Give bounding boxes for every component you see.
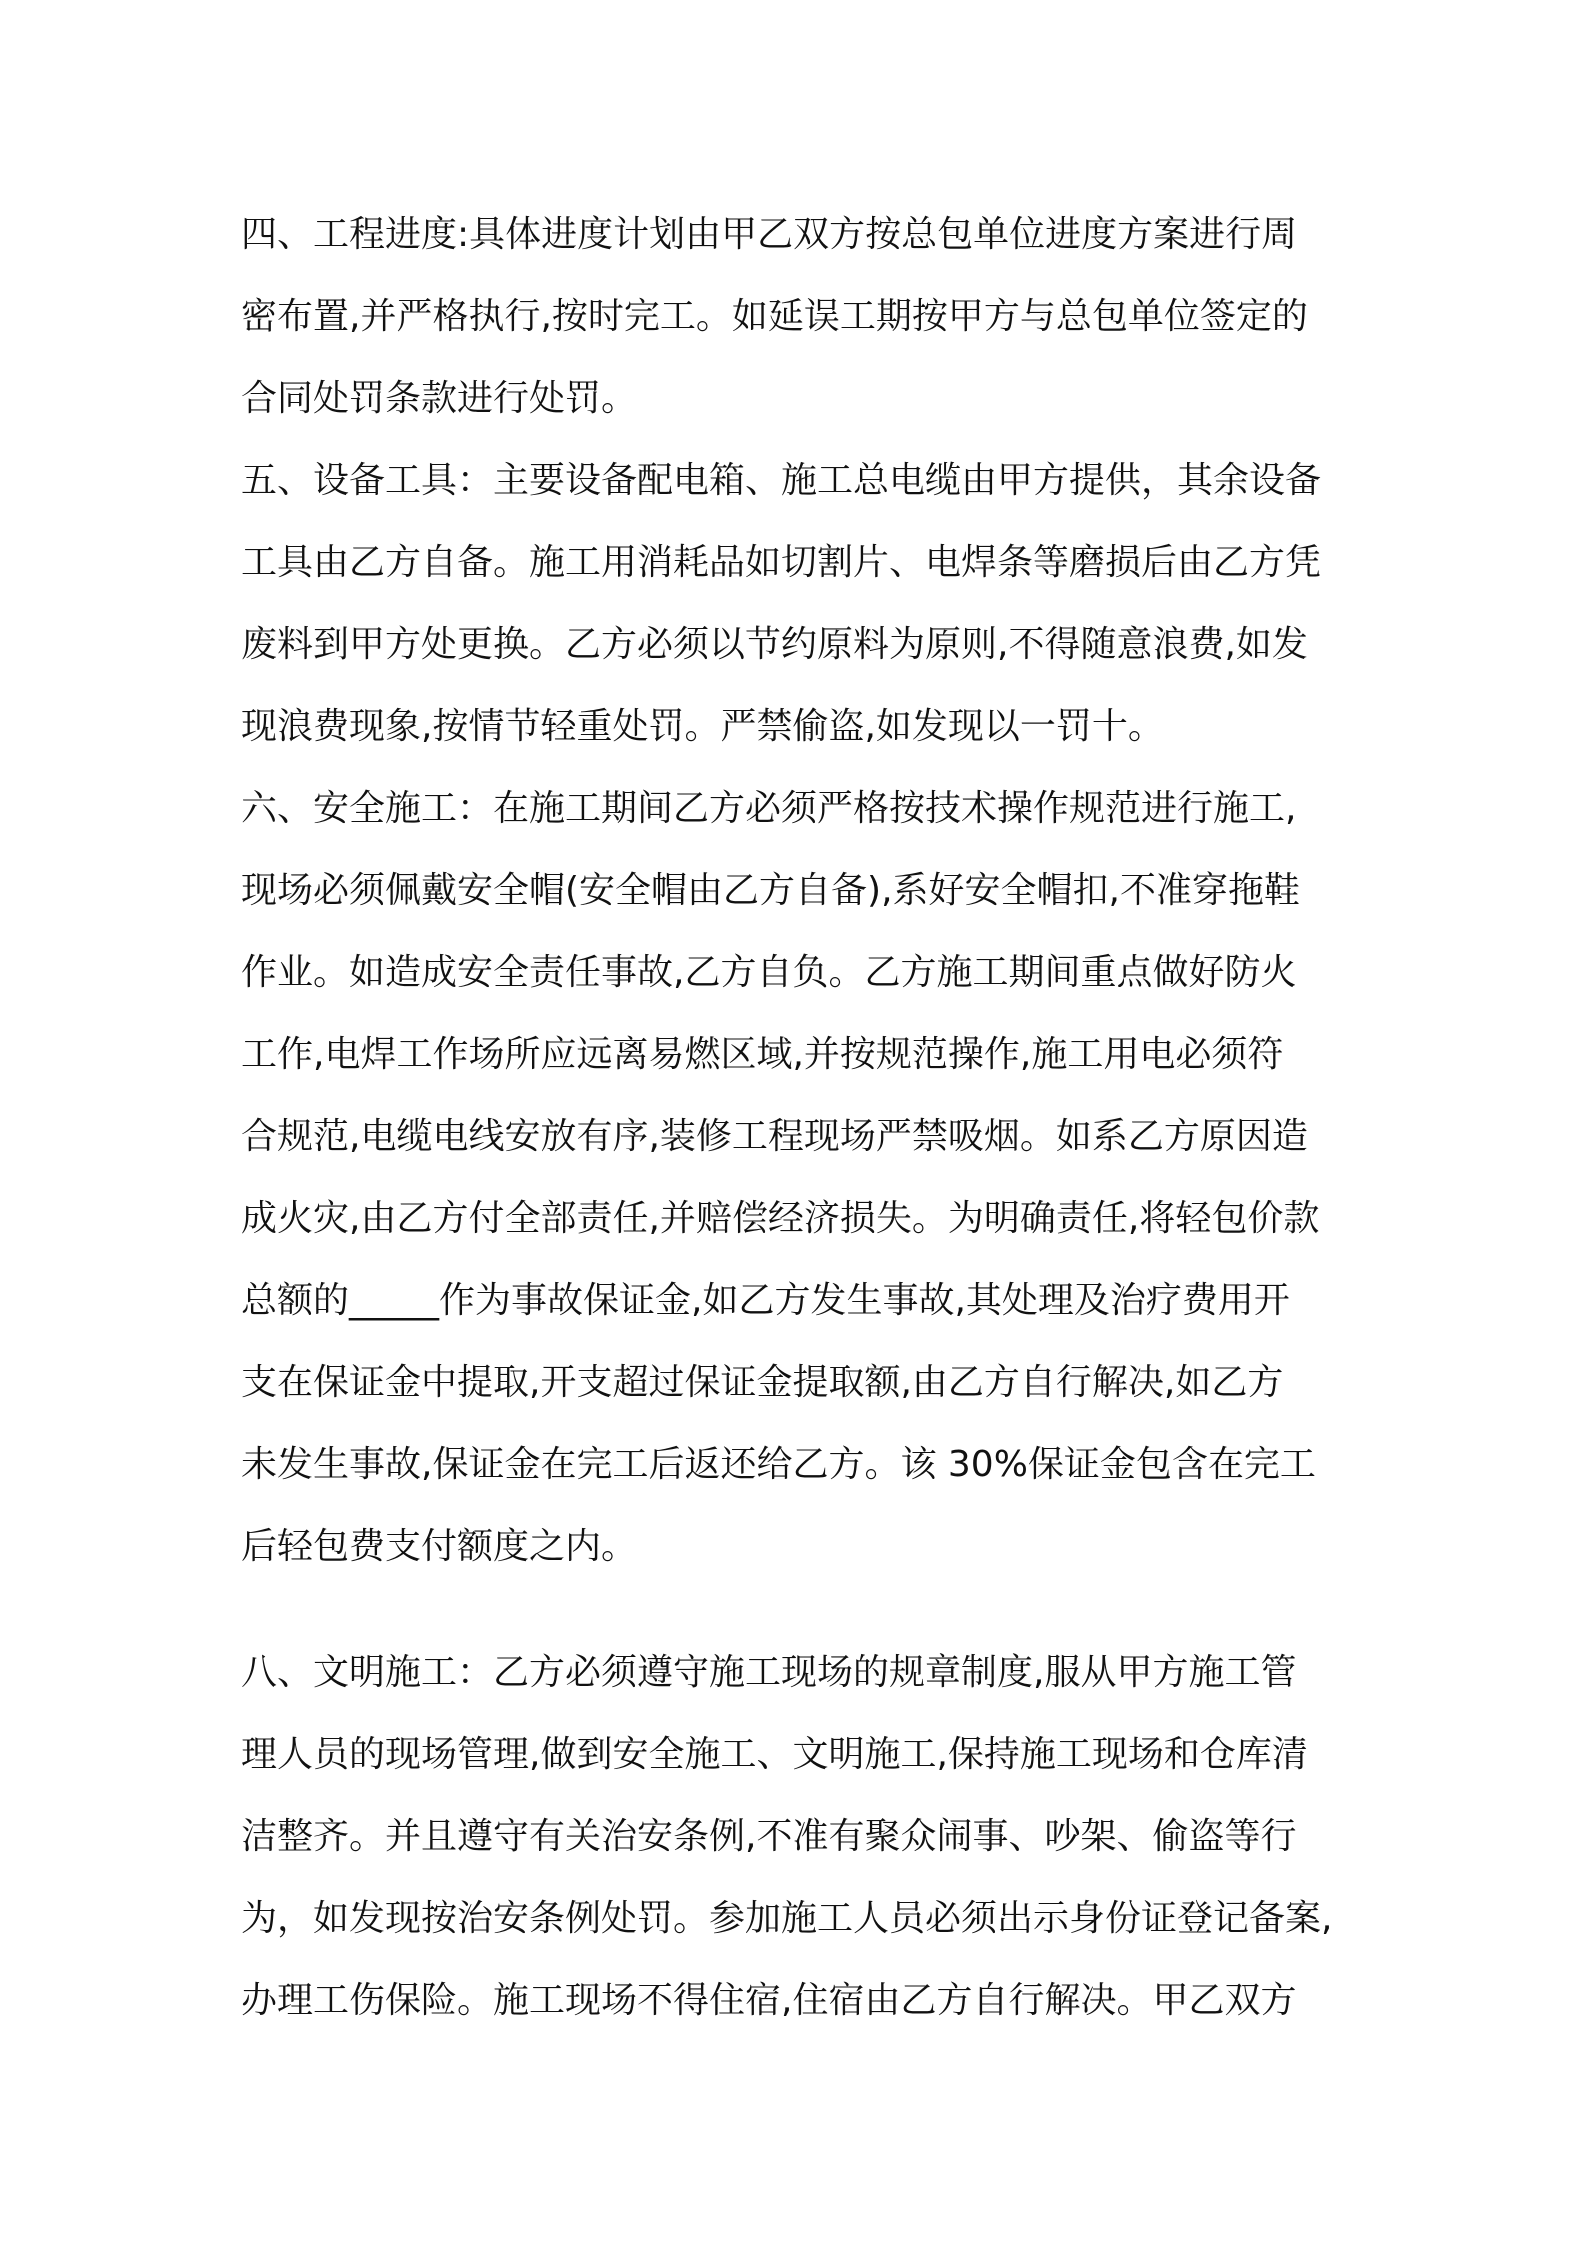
text-line: 合同处罚条款进行处罚。 bbox=[241, 378, 638, 419]
text-line: 洁整齐。并且遵守有关治安条例,不准有聚众闹事、吵架、偷盗等行 bbox=[241, 1816, 1297, 1857]
text-line: 后轻包费支付额度之内。 bbox=[241, 1526, 638, 1567]
text-line: 支在保证金中提取,开支超过保证金提取额,由乙方自行解决,如乙方 bbox=[241, 1362, 1284, 1403]
text-line: 废料到甲方处更换。乙方必须以节约原料为原则,不得随意浪费,如发 bbox=[241, 624, 1308, 665]
section-6-safe-construction bbox=[241, 768, 1361, 1588]
section-4-work-schedule bbox=[241, 194, 1361, 440]
text-line: 密布置,并严格执行,按时完工。如延误工期按甲方与总包单位签定的 bbox=[241, 296, 1308, 337]
text-line: 成火灾,由乙方付全部责任,并赔偿经济损失。为明确责任,将轻包价款 bbox=[241, 1198, 1320, 1239]
text-line: 总额的_____作为事故保证金,如乙方发生事故,其处理及治疗费用开 bbox=[241, 1280, 1290, 1321]
text-line: 六、安全施工：在施工期间乙方必须严格按技术操作规范进行施工, bbox=[241, 788, 1297, 829]
text-line: 工具由乙方自备。施工用消耗品如切割片、电焊条等磨损后由乙方凭 bbox=[241, 542, 1322, 583]
text-line: 合规范,电缆电线安放有序,装修工程现场严禁吸烟。如系乙方原因造 bbox=[241, 1116, 1308, 1157]
text-line: 办理工伤保险。施工现场不得住宿,住宿由乙方自行解决。甲乙双方 bbox=[241, 1980, 1297, 2021]
text-line: 工作,电焊工作场所应远离易燃区域,并按规范操作,施工用电必须符 bbox=[241, 1034, 1284, 1075]
text-line: 作业。如造成安全责任事故,乙方自负。乙方施工期间重点做好防火 bbox=[241, 952, 1297, 993]
text-line: 八、文明施工：乙方必须遵守施工现场的规章制度,服从甲方施工管 bbox=[241, 1652, 1297, 1693]
section-8-civilized-construction bbox=[241, 1632, 1361, 2042]
text-line: 未发生事故,保证金在完工后返还给乙方。该 30%保证金包含在完工 bbox=[241, 1444, 1316, 1485]
contract-text bbox=[241, 194, 1361, 2042]
text-line: 五、设备工具：主要设备配电箱、施工总电缆由甲方提供，其余设备 bbox=[241, 460, 1322, 501]
text-line: 现浪费现象,按情节轻重处罚。严禁偷盗,如发现以一罚十。 bbox=[241, 706, 1164, 747]
text-line: 四、工程进度:具体进度计划由甲乙双方按总包单位进度方案进行周 bbox=[241, 214, 1298, 255]
section-5-equipment-tools bbox=[241, 440, 1361, 768]
text-line: 为，如发现按治安条例处罚。参加施工人员必须出示身份证登记备案, bbox=[241, 1898, 1333, 1939]
text-line: 理人员的现场管理,做到安全施工、文明施工,保持施工现场和仓库清 bbox=[241, 1734, 1308, 1775]
text-line: 现场必须佩戴安全帽(安全帽由乙方自备),系好安全帽扣,不准穿拖鞋 bbox=[241, 870, 1300, 911]
